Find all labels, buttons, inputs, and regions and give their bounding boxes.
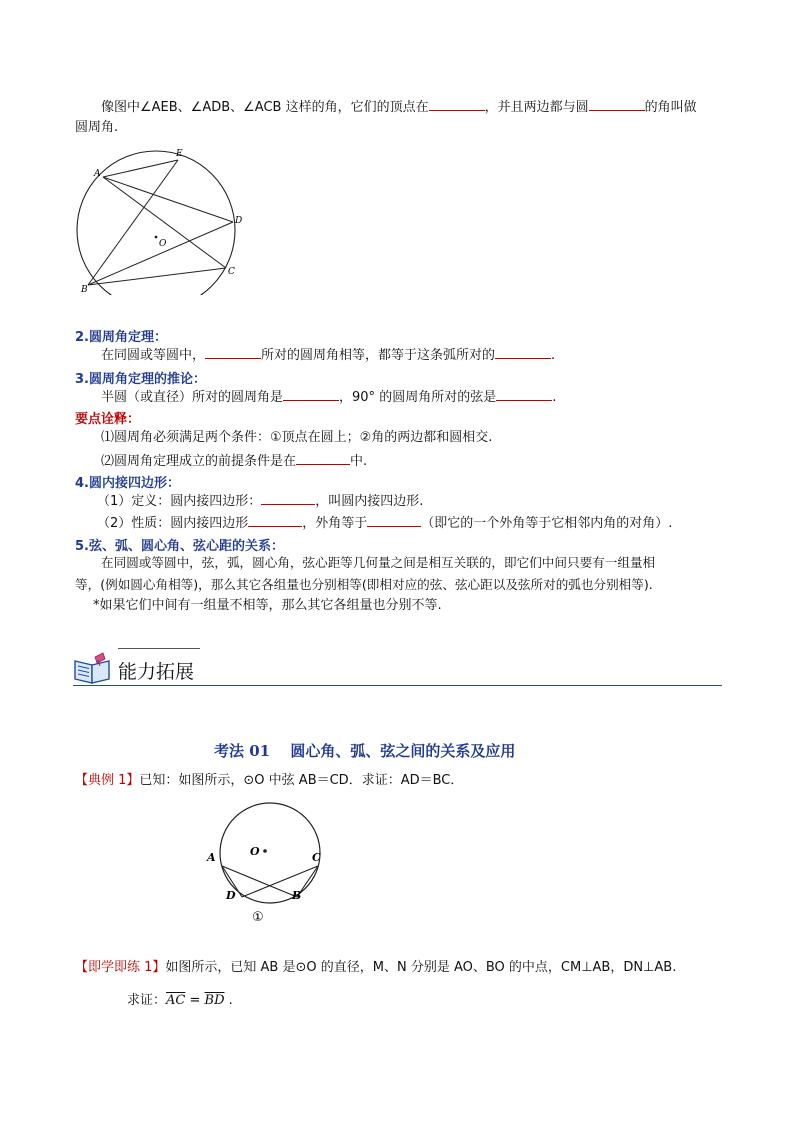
label-O: O [250, 845, 260, 858]
inscribed-angle-figure [70, 145, 250, 295]
label-D: D [235, 216, 243, 226]
band-title: 能力拓展 [118, 661, 195, 683]
label-C: C [312, 851, 321, 864]
notes-line-2: ⑵圆周角定理成立的前提条件是在 中. [101, 450, 367, 472]
heading-relations: 5.弦、弧、圆心角、弦心距的关系： [75, 539, 284, 554]
cyclic-quad-definition: （1）定义：圆内接四边形： ，叫圆内接四边形. [97, 490, 423, 512]
segment-AD [103, 177, 233, 222]
heading-notes: 要点诠释： [75, 412, 141, 427]
intro-line-2: 圆周角. [75, 120, 119, 135]
arc-AC: $\overline{AC}$ [166, 993, 186, 1008]
label-B: B [292, 889, 302, 902]
heading-theorem: 2.圆周角定理： [75, 330, 167, 345]
segment-DB [88, 222, 233, 285]
label-B: B [81, 285, 88, 295]
figure-number: ① [252, 910, 264, 925]
center-point [155, 236, 158, 239]
intro-line-1: 像图中∠AEB、∠ADB、∠ACB 这样的角，它们的顶点在 ，并且两边都与圆 的角叫做 [101, 96, 697, 118]
blank-line [429, 96, 485, 111]
example-1: 【典例 1】已知：如图所示，⊙O 中弦 AB＝CD．求证：AD＝BC． [75, 773, 464, 788]
relations-line-1: 在同圆或等圆中，弦，弧，圆心角，弦心距等几何量之间是相互关联的，即它们中间只要有一组量相 [101, 555, 656, 570]
label-C: C [228, 267, 235, 277]
chord-CD [242, 866, 318, 897]
relations-line-2: 等，(例如圆心角相等)，那么其它各组量也分别相等(即相对应的弦、弦心距以及弦所对的弧也分别相等). [75, 577, 653, 592]
example-label: 【典例 1】 [75, 773, 140, 788]
heading-corollary: 3.圆周角定理的推论： [75, 372, 206, 387]
blank-line [205, 344, 261, 359]
prove-line: 求证：$\overline{AC} = \overline{BD}$ . [127, 993, 233, 1008]
notes-line-1: ⑴圆周角必须满足两个条件：①顶点在圆上；②角的两边都和圆相交. [101, 430, 493, 445]
corollary-line: 半圆（或直径）所对的圆周角是 ，90° 的圆周角所对的弦是 . [101, 386, 556, 408]
label-O: O [159, 239, 167, 249]
label-A: A [207, 851, 216, 864]
band-top-rule [118, 648, 200, 649]
segment-AC [103, 177, 226, 268]
circle-outline [220, 803, 320, 903]
blank-line [496, 386, 552, 401]
blank-line [261, 490, 315, 505]
book-icon [72, 651, 114, 685]
section-title: 考法 01 圆心角、弧、弦之间的关系及应用 [214, 742, 516, 760]
blank-line [367, 512, 421, 527]
blank-line [495, 344, 551, 359]
arc-BD: $\overline{BD}$ [204, 993, 225, 1008]
center-point [263, 849, 267, 853]
practice-label: 【即学即练 1】 [75, 960, 166, 975]
blank-line [296, 450, 350, 465]
label-E: E [176, 149, 183, 159]
cyclic-quad-property: （2）性质：圆内接四边形 ，外角等于 （即它的一个外角等于它相邻内角的对角）. [97, 512, 672, 534]
blank-line [283, 386, 339, 401]
practice-1: 【即学即练 1】如图所示，已知 AB 是⊙O 的直径，M、N 分别是 AO、BO 的中点，CM⊥AB，DN⊥AB. [75, 960, 677, 975]
relations-line-3: *如果它们中间有一组量不相等，那么其它各组量也分别不等. [93, 598, 442, 613]
blank-line [589, 96, 645, 111]
theorem-line: 在同圆或等圆中， 所对的圆周角相等，都等于这条弧所对的 . [101, 344, 555, 366]
band-bottom-rule [73, 685, 722, 686]
chord-figure [200, 800, 340, 930]
label-D: D [226, 889, 236, 902]
label-A: A [94, 169, 101, 179]
blank-line [248, 512, 302, 527]
heading-cyclic-quad: 4.圆内接四边形： [75, 476, 180, 491]
circle-outline [77, 151, 235, 295]
